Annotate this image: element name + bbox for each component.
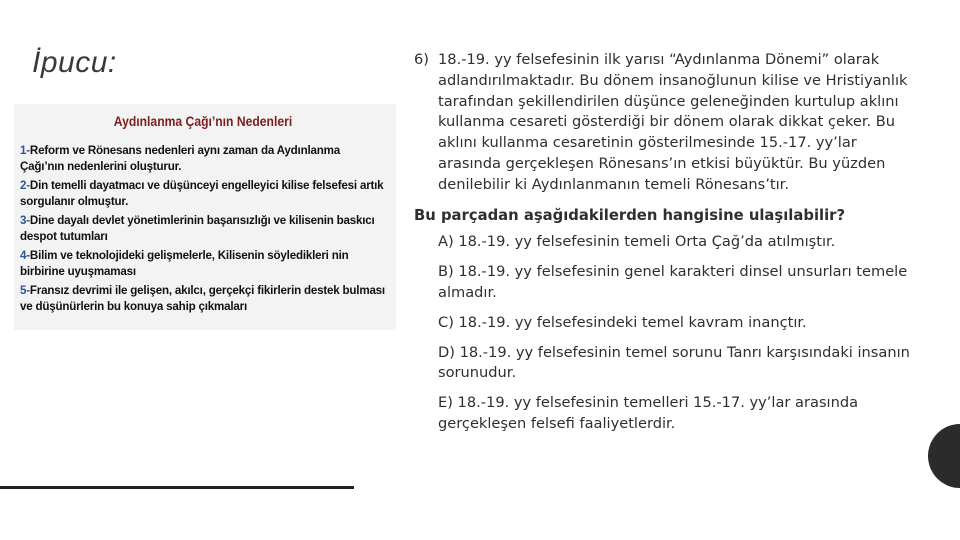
reason-item	[20, 283, 386, 314]
option-c[interactable]: C) 18.-19. yy felsefesindeki temel kavram inançtır.	[438, 313, 807, 331]
question-text: 18.-19. yy felsefesinin ilk yarısı “Aydınlanma Dönemi” olarak adlandırılmaktadır. Bu dönem insanoğlunun kilise ve Hristiyanlık tarafından şekillendirilen düşünce geleneğinden kurtulup aklını kullanma cesareti gösterdiği bir dönem olarak dikkat çeker. Bu aklını kullanma cesaretinin gösterilmesinde 15.-17. yy’lar arasında gerçekleşen Rönesans’ın etkisi büyüktür. Bu yüzden denilebilir ki Aydınlanmanın temeli Rönesans’tır.	[438, 51, 908, 193]
question-block	[414, 50, 914, 444]
reason-number: 1-	[20, 144, 30, 157]
option-b[interactable]: B) 18.-19. yy felsefesinin genel karakteri dinsel unsurları temele almadır.	[438, 263, 908, 301]
reason-item	[20, 178, 386, 209]
option-e[interactable]: E) 18.-19. yy felsefesinin temelleri 15.-17. yy’lar arasında gerçekleşen felsefi faaliyetlerdir.	[438, 394, 859, 432]
hint-title: İpucu:	[32, 46, 117, 79]
reason-item	[20, 143, 386, 174]
reason-text: Din temelli dayatmacı ve düşünceyi engelleyici kilise felsefesi artık sorgulanır olmuştur.	[20, 179, 384, 208]
decorative-circle	[928, 424, 960, 488]
reason-number: 3-	[20, 214, 30, 227]
question-number: 6)	[414, 51, 429, 68]
option-a[interactable]: A) 18.-19. yy felsefesinin temeli Orta Çağ’da atılmıştır.	[438, 233, 836, 251]
reason-text: Dine dayalı devlet yönetimlerinin başarısızlığı ve kilisenin baskıcı despot tutumları	[20, 214, 375, 243]
hint-image-box	[14, 104, 396, 330]
hint-box-title: Aydınlanma Çağı’nın Nedenleri	[113, 114, 293, 129]
question-prompt: Bu parçadan aşağıdakilerden hangisine ulaşılabilir?	[414, 206, 846, 224]
reason-text: Fransız devrimi ile gelişen, akılcı, gerçekçi fikirlerin destek bulması ve düşünürlerin bu konuya sahip çıkmaları	[20, 284, 385, 313]
reason-item	[20, 248, 386, 279]
reason-text: Bilim ve teknolojideki gelişmelerle, Kilisenin söyledikleri nin birbirine uyuşmaması	[20, 249, 349, 278]
reason-number: 2-	[20, 179, 30, 192]
divider-line	[0, 486, 354, 489]
reason-number: 4-	[20, 249, 30, 262]
question-stem	[414, 50, 914, 196]
reason-number: 5-	[20, 284, 30, 297]
reason-item	[20, 213, 386, 244]
option-d[interactable]: D) 18.-19. yy felsefesinin temel sorunu Tanrı karşısındaki insanın sorunudur.	[438, 343, 910, 382]
reason-text: Reform ve Rönesans nedenleri aynı zaman da Aydınlanma Çağı’nın nedenlerini oluşturur.	[20, 144, 340, 173]
